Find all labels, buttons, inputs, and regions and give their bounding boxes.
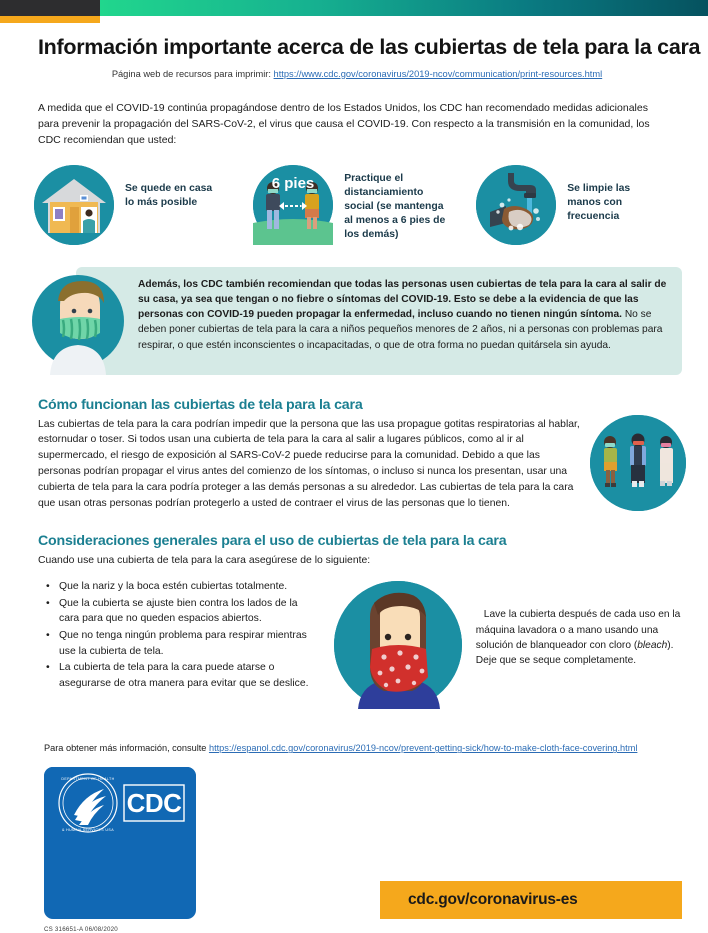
considerations-row: [44, 579, 682, 709]
section-considerations-lead: Cuando use una cubierta de tela para la cara asegúrese de lo siguiente:: [38, 555, 371, 567]
svg-text:& HUMAN SERVICES USA: & HUMAN SERVICES USA: [61, 828, 115, 833]
recommendation-stay-home: [34, 165, 253, 245]
section-how-body: Las cubiertas de tela para la cara podrían impedir que la persona que las usa propague gotitas respiratorias al hablar, estornudar o toser. Si todos usan una cubierta de tela para la cara al salir a lugares públicos, como al ir al supermercado, el riesgo de exposición al SARS-CoV-2 puede reducirse para la comunidad. Debido a que las personas podrían propagar el virus antes del comienzo de los síntomas, o incluso si nunca los presentan, usar una cubierta de tela para la cara podría proteger a las demás personas a su alrededor. Las cubiertas de tela para la cara que usan otras personas podrían protegerlo a usted de contraer el virus de las personas que lo tienen.: [38, 418, 580, 509]
print-resources-line: [38, 69, 682, 79]
wash-instructions-line1: Lave la cubierta después de cada uso en la máquina lavadora o a mano usando una solución de blanqueador con cloro (: [475, 609, 681, 651]
callout-bold-text: Además, los CDC también recomiendan que todas las personas usen cubiertas de tela para la cara al salir de su casa, ya sea que tengan o no fiebre o síntomas del COVID-19. Esto se debe a la evidencia de que las personas con COVID-19 pueden propagar la enfermedad, incluso cuando no tienen ningún síntoma.: [138, 278, 667, 321]
distance-badge-text: 6 pies: [271, 174, 315, 192]
section-considerations-heading: Consideraciones generales para el uso de cubiertas de tela para la cara: [38, 533, 507, 550]
masked-person-icon: [30, 267, 126, 375]
wash-instructions-italic: bleach: [637, 639, 668, 651]
house-icon: [34, 165, 114, 245]
more-info-link[interactable]: https://espanol.cdc.gov/coronavirus/2019-ncov/prevent-getting-sick/how-to-make-cloth-face-covering.html: [208, 743, 638, 754]
orange-accent-spacer: [100, 16, 708, 23]
recommendations-row: [34, 165, 682, 245]
wash-instructions-line2: ).: [667, 639, 674, 651]
callout-box: [76, 267, 682, 375]
orange-accent-bar: [0, 16, 708, 23]
handwashing-icon: [476, 165, 556, 245]
page-title: Información importante acerca de las cubiertas de tela para la cara: [38, 35, 701, 59]
more-info-label: Para obtener más información, consulte: [44, 743, 209, 754]
svg-text:DEPARTMENT OF HEALTH: DEPARTMENT OF HEALTH: [61, 777, 115, 782]
logo-column: [44, 767, 196, 933]
girl-with-bandana-icon: [334, 581, 462, 709]
list-item: • Que no tenga ningún problema para respirar mientras use la cubierta de tela.: [57, 628, 316, 659]
top-bar-dark-block: [0, 0, 100, 16]
section-considerations: [0, 533, 708, 709]
top-bar: [0, 0, 708, 16]
section-how-heading: Cómo funcionan las cubiertas de tela para la cara: [38, 396, 363, 413]
three-people-icon: [590, 415, 686, 511]
cdc-logo: [44, 767, 196, 919]
section-how-it-works: [0, 397, 708, 512]
social-distance-icon: [253, 165, 333, 245]
recommendation-stay-home-label: Se quede en casa lo más posible: [125, 182, 213, 208]
header: [0, 23, 708, 79]
footer: [44, 767, 682, 933]
callout-text: [138, 267, 682, 375]
wash-instructions: [476, 607, 682, 709]
wash-instructions-line3: Deje que se seque completamente.: [475, 655, 637, 667]
print-resources-link[interactable]: https://www.cdc.gov/coronavirus/2019-ncov/communication/print-resources.html: [273, 68, 603, 79]
coronavirus-url-banner[interactable]: cdc.gov/coronavirus-es: [380, 881, 682, 919]
considerations-bullet-list: [44, 579, 316, 709]
more-info-line: [44, 743, 670, 753]
recommendation-social-distance-label: Practique el distanciamiento social (se mantenga al menos a 6 pies de los demás): [344, 172, 446, 240]
cs-code: CS 316651-A 06/08/2020: [44, 926, 118, 933]
orange-accent-block: [0, 16, 100, 23]
list-item: • La cubierta de tela para la cara puede atarse o asegurarse de otra manera para evitar que se deslice.: [57, 660, 316, 691]
callout-rest-text: No se deben poner cubiertas de tela para la cara a niños pequeños menores de 2 años, ni a personas con problemas para respirar, o que estén inconscientes o incapacitadas, o que de otra forma no puedan quitársela sin ayuda.: [138, 309, 663, 351]
list-item: • Que la cubierta se ajuste bien contra los lados de la cara para que no queden espacios abiertos.: [57, 596, 316, 627]
top-bar-gradient: [100, 0, 708, 16]
print-resources-label: Página web de recursos para imprimir:: [111, 68, 274, 79]
svg-text:CDC: CDC: [126, 788, 182, 819]
recommendation-wash-hands: [476, 165, 682, 245]
intro-paragraph: A medida que el COVID-19 continúa propagándose dentro de los Estados Unidos, los CDC han recomendado medidas adicionales para prevenir la propagación del SARS-CoV-2, el virus que causa el COVID-19. Con respecto a la transmisión en la comunidad, los CDC recomiendan que usted:: [38, 101, 650, 146]
recommendation-wash-hands-label: Se limpie las manos con frecuencia: [567, 182, 631, 222]
recommendation-social-distance: [253, 165, 476, 245]
list-item: • Que la nariz y la boca estén cubiertas totalmente.: [57, 579, 316, 595]
